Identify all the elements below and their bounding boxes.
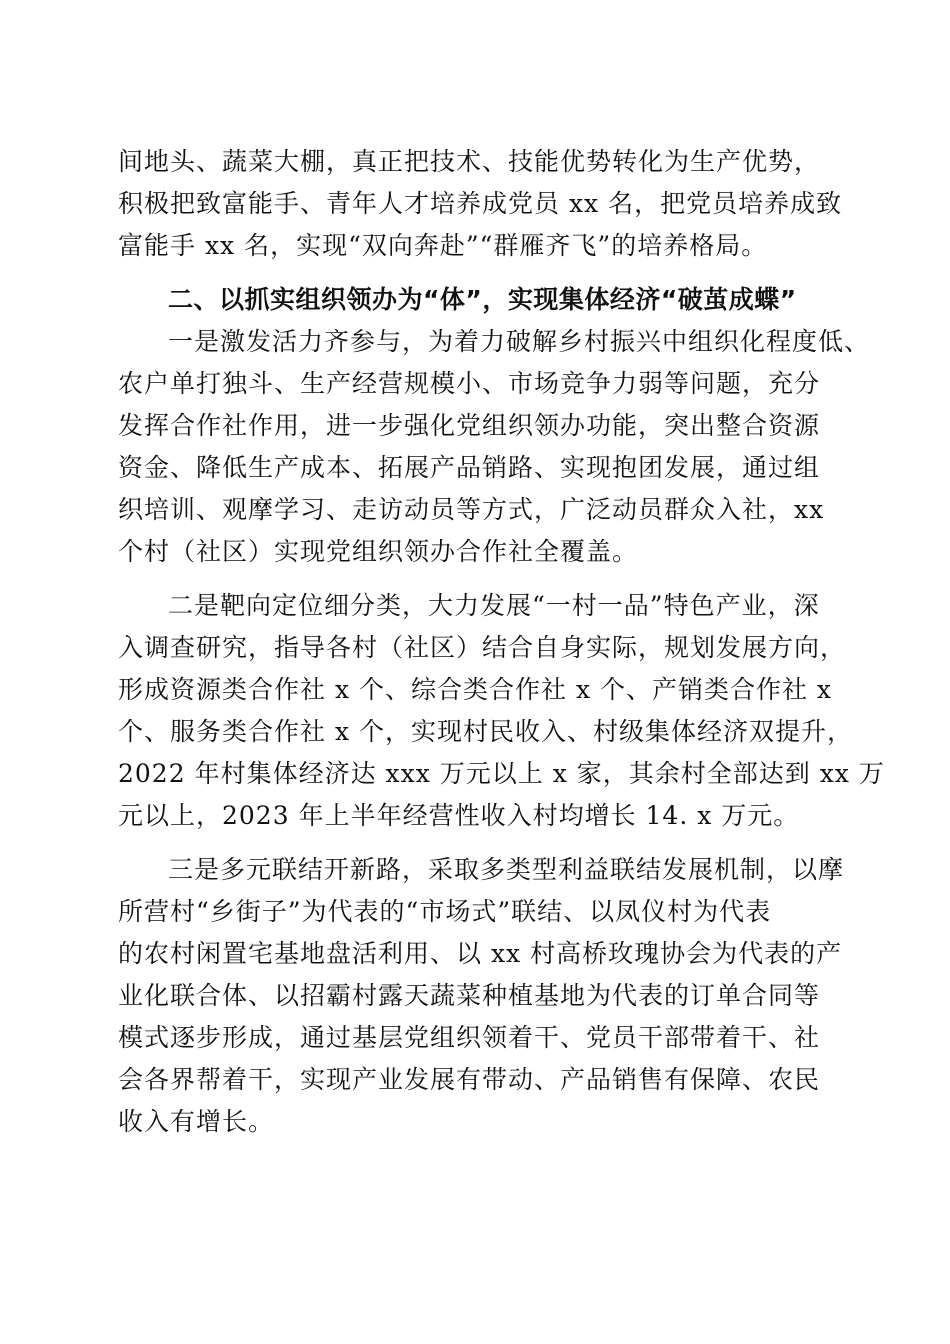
text-line: 积极把致富能手、青年人才培养成党员 xx 名，把党员培养成致 [118, 189, 843, 218]
text-line: 所营村“乡街子”为代表的“市场式”联结、以凤仪村为代表 [118, 897, 772, 926]
text-line: 形成资源类合作社 x 个、综合类合作社 x 个、产销类合作社 x [118, 675, 833, 704]
text-line: 入调查研究，指导各村（社区）结合自身实际，规划发展方向， [118, 633, 847, 662]
text-line: 发挥合作社作用，进一步强化党组织领办功能，突出整合资源 [118, 411, 821, 440]
text-line: 元以上，2023 年上半年经营性收入村均增长 14. x 万元。 [118, 801, 800, 830]
intro-paragraph [118, 141, 843, 267]
text-line: 农户单打独斗、生产经营规模小、市场竞争力弱等问题，充分 [118, 369, 821, 398]
text-line: 一是激发活力齐参与，为着力破解乡村振兴中组织化程度低、 [168, 327, 871, 356]
document-body [118, 141, 885, 1143]
text-line: 资金、降低生产成本、拓展产品销路、实现抱团发展，通过组 [118, 453, 821, 482]
text-line: 个、服务类合作社 x 个，实现村民收入、村级集体经济双提升， [118, 717, 853, 746]
paragraph-1 [118, 321, 871, 573]
paragraph-2 [118, 585, 885, 837]
text-line: 个村（社区）实现党组织领办合作社全覆盖。 [118, 537, 639, 566]
text-line: 间地头、蔬菜大棚，真正把技术、技能优势转化为生产优势， [118, 147, 821, 176]
text-line: 会各界帮着干，实现产业发展有带动、产品销售有保障、农民 [118, 1065, 821, 1094]
paragraph-3 [118, 849, 845, 1143]
text-line: 模式逐步形成，通过基层党组织领着干、党员干部带着干、社 [118, 1023, 821, 1052]
section-heading: 二、以抓实组织领办为“体”，实现集体经济“破茧成蝶” [168, 285, 797, 314]
text-line: 织培训、观摩学习、走访动员等方式，广泛动员群众入社，xx [118, 495, 825, 524]
text-line: 二是靶向定位细分类，大力发展“一村一品”特色产业，深 [168, 591, 820, 620]
text-line: 富能手 xx 名，实现“双向奔赴”“群雁齐飞”的培养格局。 [118, 231, 768, 260]
text-line: 的农村闲置宅基地盘活利用、以 xx 村高桥玫瑰协会为代表的产 [118, 939, 843, 968]
text-line: 业化联合体、以招霸村露天蔬菜种植基地为代表的订单合同等 [118, 981, 821, 1010]
text-line: 三是多元联结开新路，采取多类型利益联结发展机制，以摩 [168, 855, 845, 884]
text-line: 收入有增长。 [118, 1107, 275, 1136]
text-line: 2022 年村集体经济达 xxx 万元以上 x 家，其余村全部达到 xx 万 [118, 759, 885, 788]
